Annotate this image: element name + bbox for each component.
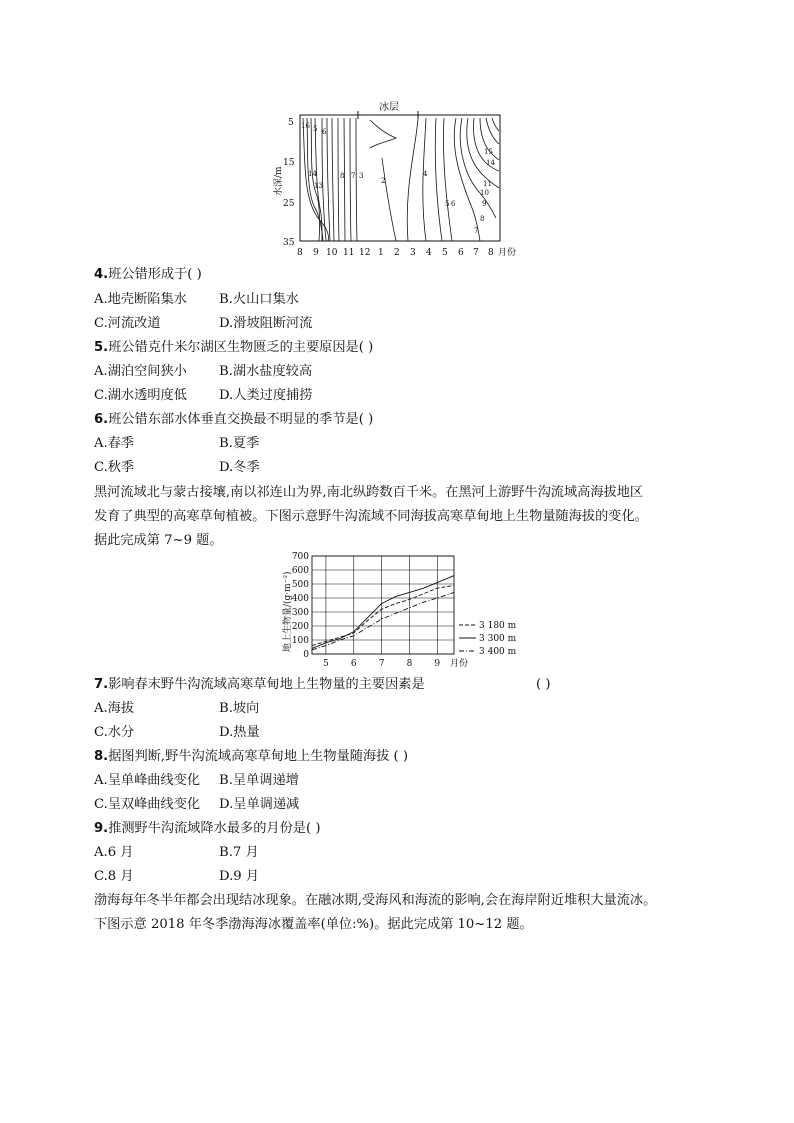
question-stem: 班公错东部水体垂直交换最不明显的季节是( ): [108, 412, 374, 427]
isotherm-contours: [303, 118, 499, 241]
chart-y-tick-label: 200: [291, 622, 309, 632]
chart-series-line: [312, 585, 454, 645]
depth-axis-label: 水深/m: [274, 166, 284, 196]
month-tick: 4: [426, 248, 432, 258]
chart-y-tick-label: 400: [291, 594, 309, 604]
month-tick: 6: [458, 248, 464, 258]
month-tick: 3: [410, 248, 416, 258]
contour-label: 7: [351, 172, 356, 180]
lake-temperature-isotherm-figure: [270, 98, 520, 260]
question-stem: 班公错克什米尔湖区生物匮乏的主要原因是( ): [108, 340, 374, 355]
contour-label: 5: [313, 125, 318, 133]
question-7: [94, 676, 425, 694]
chart-y-tick-label: 0: [303, 650, 309, 660]
chart-x-tick-label: 7: [378, 659, 385, 669]
chart-y-tick-label: 100: [291, 636, 309, 646]
q9-option-d: D.9 月: [219, 869, 260, 884]
month-tick: 2: [394, 248, 400, 258]
q5-option-a: A.湖泊空间狭小: [94, 364, 187, 379]
q8-option-d: D.呈单调递减: [219, 797, 300, 812]
contour-label: 14: [308, 170, 317, 178]
chart-series-line: [312, 592, 454, 649]
passage-2-line-3: 据此完成第 7~9 题。: [94, 533, 223, 548]
contour-label: 4: [423, 170, 428, 178]
contour-label: 6: [451, 200, 456, 208]
question-6: [94, 411, 373, 429]
question-4: [94, 266, 202, 284]
q9-option-a: A.6 月: [94, 845, 134, 860]
question-number: 5.: [94, 340, 109, 355]
chart-frame: [312, 556, 454, 654]
contour-label: 8: [480, 215, 485, 223]
q9-option-c: C.8 月: [94, 869, 134, 884]
question-stem: 据图判断,野牛沟流域高寒草甸地上生物量随海拔 ( ): [108, 749, 408, 764]
chart-x-ticks: [323, 659, 440, 669]
depth-ticks: [283, 118, 295, 248]
contour-labels: [301, 122, 495, 235]
contour-label: 5: [445, 200, 450, 208]
question-number: 7.: [94, 677, 109, 692]
q4-option-d: D.滑坡阻断河流: [219, 316, 313, 331]
q4-option-b: B.火山口集水: [219, 292, 299, 307]
month-ticks: [297, 246, 516, 258]
chart-x-tick-label: 8: [406, 659, 413, 669]
question-number: 6.: [94, 412, 109, 427]
month-tick: 9: [313, 248, 319, 258]
chart-legend: [459, 621, 517, 657]
q6-option-c: C.秋季: [94, 460, 135, 475]
question-number: 8.: [94, 749, 109, 764]
question-9: [94, 820, 320, 838]
q8-option-b: B.呈单调递增: [219, 773, 299, 788]
passage-3-line-1: 渤海每年冬半年都会出现结冰现象。在融冰期,受海风和海流的影响,会在海岸附近堆积大量流冰。: [94, 893, 657, 908]
q4-option-a: A.地壳断陷集水: [94, 292, 187, 307]
passage-2-line-1: 黑河流域北与蒙古接壤,南以祁连山为界,南北纵跨数百千米。在黑河上游野牛沟流域高海拔地区: [94, 485, 644, 500]
chart-y-tick-label: 300: [291, 608, 309, 618]
depth-tick: 35: [283, 238, 295, 248]
q5-option-d: D.人类过度捕捞: [219, 388, 313, 403]
question-8: [94, 748, 408, 766]
month-tick: 8: [488, 248, 494, 258]
chart-x-tick-label: 6: [350, 659, 357, 669]
chart-y-tick-label: 700: [291, 552, 309, 562]
contour-label: 8: [340, 172, 345, 180]
chart-y-ticks: [292, 552, 309, 660]
chart-y-axis-label: 地上生物量/(g·m⁻²): [283, 571, 293, 652]
month-tick: 5: [442, 248, 448, 258]
question-number: 4.: [94, 267, 109, 282]
chart-x-axis-label: 月份: [450, 659, 469, 669]
depth-tick: 25: [283, 199, 295, 209]
q5-option-b: B.湖水盐度较高: [219, 364, 313, 379]
contour-label: 9: [482, 200, 487, 208]
month-tick: 1: [378, 248, 384, 258]
contour-label: 3: [359, 172, 364, 180]
chart-y-tick-label: 500: [291, 580, 309, 590]
q7-option-c: C.水分: [94, 725, 135, 740]
question-stem: 推测野牛沟流域降水最多的月份是( ): [108, 821, 321, 836]
question-stem: 班公错形成于( ): [108, 267, 202, 282]
q6-option-d: D.冬季: [219, 460, 260, 475]
q9-option-b: B.7 月: [219, 845, 259, 860]
q6-option-a: A.春季: [94, 436, 135, 451]
contour-label: 6: [322, 128, 327, 136]
chart-x-tick-label: 5: [323, 659, 329, 669]
chart-legend-label: 3 300 m: [479, 634, 517, 644]
month-tick: 10: [326, 248, 338, 258]
month-unit: 月份: [498, 248, 517, 258]
q6-option-b: B.夏季: [219, 436, 260, 451]
q7-option-d: D.热量: [219, 725, 260, 740]
month-tick: 8: [297, 248, 303, 258]
contour-label: 10: [480, 189, 489, 197]
biomass-line-chart: [278, 552, 526, 670]
contour-label: 2: [381, 177, 386, 185]
question-number: 9.: [94, 821, 109, 836]
month-tick: 11: [343, 248, 355, 258]
passage-2-line-2: 发育了典型的高寒草甸植被。下图示意野牛沟流域不同海拔高寒草甸地上生物量随海拔的变化。: [94, 509, 648, 524]
contour-label: 14: [486, 159, 495, 167]
contour-label: 7: [474, 227, 479, 235]
q7-option-a: A.海拔: [94, 701, 135, 716]
q4-option-c: C.河流改道: [94, 316, 161, 331]
chart-x-tick-label: 9: [434, 659, 441, 669]
depth-tick: 5: [288, 118, 294, 128]
contour-label: 16: [301, 122, 310, 130]
q8-option-a: A.呈单峰曲线变化: [94, 773, 201, 788]
chart-y-tick-label: 600: [291, 566, 309, 576]
q7-answer-paren: ( ): [536, 677, 551, 692]
question-5: [94, 339, 373, 357]
passage-3-line-2: 下图示意 2018 年冬季渤海海冰覆盖率(单位:%)。据此完成第 10~12 题。: [94, 917, 533, 932]
chart-legend-label: 3 400 m: [479, 647, 517, 657]
ice-layer-label: 冰层: [379, 102, 399, 113]
depth-tick: 15: [283, 158, 295, 168]
question-stem: 影响春末野牛沟流域高寒草甸地上生物量的主要因素是: [108, 677, 425, 692]
chart-series: [312, 576, 454, 650]
q8-option-c: C.呈双峰曲线变化: [94, 797, 201, 812]
contour-label: 15: [484, 148, 493, 156]
q7-option-b: B.坡向: [219, 701, 260, 716]
contour-label: 13: [314, 182, 323, 190]
month-tick: 7: [473, 248, 479, 258]
chart-legend-label: 3 180 m: [479, 621, 517, 631]
q5-option-c: C.湖水透明度低: [94, 388, 187, 403]
month-tick: 12: [359, 248, 371, 258]
chart-grid: [312, 556, 454, 654]
contour-label: 11: [483, 180, 492, 188]
